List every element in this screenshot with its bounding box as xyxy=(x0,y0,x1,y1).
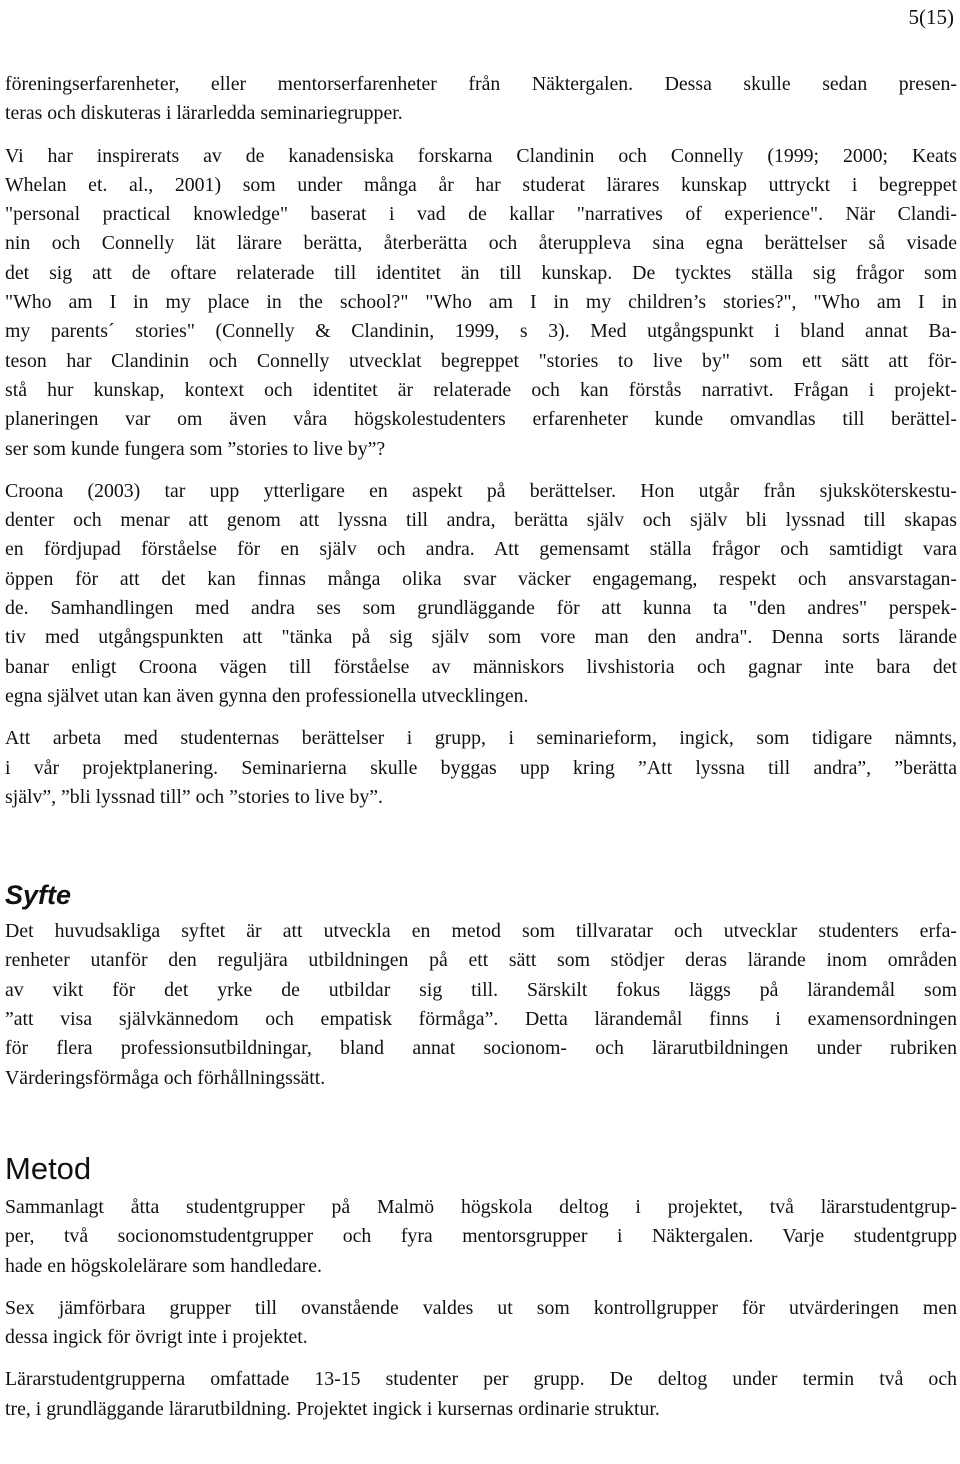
text-line: Whelan et. al., 2001) som under många år har studerat lärares kunskap uttryckt i begreppet xyxy=(5,173,957,196)
text-line: Det huvudsakliga syftet är att utveckla en metod som tillvaratar och utvecklar studenters erfa- xyxy=(5,920,957,943)
paragraph xyxy=(5,917,957,1093)
text-line: Värderingsförmåga och förhållningssätt. xyxy=(5,1066,326,1089)
paragraph xyxy=(5,477,957,711)
text-line: Sex jämförbara grupper till ovanstående valdes ut som kontrollgrupper för utvärderingen men xyxy=(5,1296,957,1319)
text-line: planeringen var om även våra högskolestudenters erfarenheter kunde omvandlas till berättel- xyxy=(5,408,957,431)
text-line: egna självet utan kan även gynna den professionella utvecklingen. xyxy=(5,684,529,707)
text-line: Lärarstudentgrupperna omfattade 13-15 studenter per grupp. De deltog under termin två och xyxy=(5,1368,957,1391)
text-line: i vår projektplanering. Seminarierna skulle byggas upp kring ”Att lyssna till andra”, ”berätta xyxy=(5,756,957,779)
text-line: tiv med utgångspunkten att "tänka på sig själv som vore man den andra". Denna sorts lärande xyxy=(5,626,957,649)
text-line: för flera professionsutbildningar, bland annat socionom- och lärarutbildningen under rubriken xyxy=(5,1037,957,1060)
text-line: Sammanlagt åtta studentgrupper på Malmö högskola deltog i projektet, två lärarstudentgrup- xyxy=(5,1195,957,1218)
paragraph xyxy=(5,1294,957,1353)
text-line: Att arbeta med studenternas berättelser i grupp, i seminarieform, ingick, som tidigare nämnts, xyxy=(5,727,957,750)
text-line: Vi har inspirerats av de kanadensiska forskarna Clandinin och Connelly (1999; 2000; Keats xyxy=(5,144,957,167)
text-line: "personal practical knowledge" baserat i vad de kallar "narratives of experience". När Clandi- xyxy=(5,203,957,226)
section-heading-metod: Metod xyxy=(5,1150,92,1186)
text-line: en fördjupad förståelse för en själv och andra. Att gemensamt ställa frågor och samtidigt vara xyxy=(5,538,957,561)
text-line: teras och diskuteras i lärarledda seminariegrupper. xyxy=(5,102,403,125)
text-line: Croona (2003) tar upp ytterligare en aspekt på berättelser. Hon utgår från sjuksköterskestu- xyxy=(5,479,957,502)
paragraph xyxy=(5,1193,957,1281)
text-line: ”att visa självkännedom och empatisk förmåga”. Detta lärandemål finns i examensordningen xyxy=(5,1008,957,1031)
text-line: banar enligt Croona vägen till förståelse av människors livshistoria och gagnar inte bara det xyxy=(5,655,957,678)
text-line: per, två socionomstudentgrupper och fyra mentorsgrupper i Näktergalen. Varje studentgrupp xyxy=(5,1225,957,1248)
paragraph xyxy=(5,1365,957,1424)
paragraph xyxy=(5,142,957,464)
text-line: tre, i grundläggande lärarutbildning. Projektet ingick i kursernas ordinarie struktur. xyxy=(5,1397,660,1420)
document-body xyxy=(5,70,957,1424)
text-line: dessa ingick för övrigt inte i projektet. xyxy=(5,1326,308,1349)
page-number: 5(15) xyxy=(908,5,954,29)
text-line: "Who am I in my place in the school?" "Who am I in my children’s stories?", "Who am I in xyxy=(5,291,957,314)
text-line: nin och Connelly lät lärare berätta, återberätta och återuppleva sina egna berättelser så visade xyxy=(5,232,957,255)
text-line: stå hur kunskap, kontext och identitet är relaterade och kan förstås narrativt. Frågan i projekt- xyxy=(5,378,957,401)
text-line: denter och menar att genom att lyssna till andra, berätta själv och själv bli lyssnad till skapas xyxy=(5,509,957,532)
text-line: my parents´ stories" (Connelly & Clandinin, 1999, s 3). Med utgångspunkt i bland annat Ba- xyxy=(5,320,957,343)
paragraph xyxy=(5,724,957,812)
text-line: de. Samhandlingen med andra ses som grundläggande för att kunna ta "den andres" perspek- xyxy=(5,597,957,620)
text-line: av vikt för det yrke de utbildar sig till. Särskilt fokus läggs på lärandemål som xyxy=(5,978,957,1001)
text-line: renheter utanför den reguljära utbildningen på ett sätt som stödjer deras lärande inom områden xyxy=(5,949,957,972)
text-line: själv”, ”bli lyssnad till” och ”stories to live by”. xyxy=(5,785,383,808)
text-line: föreningserfarenheter, eller mentorserfarenheter från Näktergalen. Dessa skulle sedan presen- xyxy=(5,73,957,95)
paragraph xyxy=(5,70,957,129)
text-line: det sig att de oftare relaterade till identitet än till kunskap. De tycktes ställa sig frågor som xyxy=(5,261,957,284)
section-heading-syfte: Syfte xyxy=(5,880,72,911)
text-line: ser som kunde fungera som ”stories to live by”? xyxy=(5,437,386,460)
text-line: öppen för att det kan finnas många olika svar väcker engagemang, respekt och ansvarstagan- xyxy=(5,567,957,590)
text-line: teson har Clandinin och Connelly utvecklat begreppet "stories to live by" som ett sätt att för- xyxy=(5,349,957,372)
text-line: hade en högskolelärare som handledare. xyxy=(5,1254,322,1277)
